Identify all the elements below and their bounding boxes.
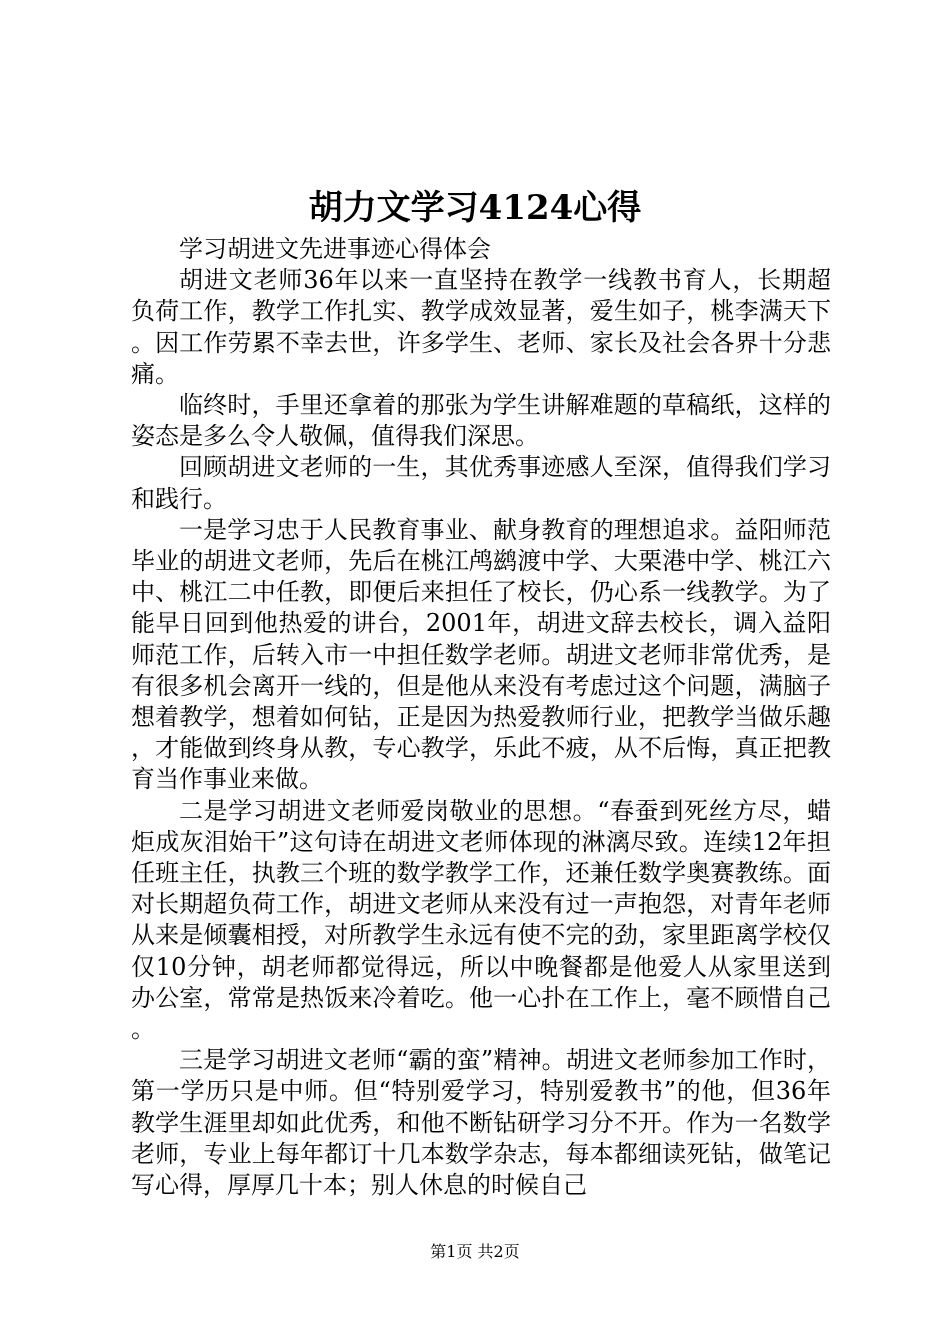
paragraph-3: 回顾胡进文老师的一生，其优秀事迹感人至深，值得我们学习和践行。 [131,453,831,513]
paragraph-subtitle: 学习胡进文先进事迹心得体会 [179,235,491,263]
paragraph-6: 三是学习胡进文老师“霸的蛮”精神。胡进文老师参加工作时，第一学历只是中师。但“特别爱学习，特别爱教书”的他，但36年教学生涯里却如此优秀，和他不断钻研学习分不开。作为一名数学老师，专业上每年都订十几本数学杂志，每本都细读死钻，做笔记写心得，厚厚几十本；别人休息的时候自己 [131,1046,831,1200]
paragraph-2: 临终时，手里还拿着的那张为学生讲解难题的草稿纸，这样的姿态是多么令人敬佩，值得我们深思。 [131,391,831,451]
document-title: 胡力文学习4124心得 [308,188,642,228]
paragraph-5: 二是学习胡进文老师爱岗敬业的思想。“春蚕到死丝方尽，蜡炬成灰泪始干”这句诗在胡进文老师体现的淋漓尽致。连续12年担任班主任，执教三个班的数学教学工作，还兼任数学奥赛教练。面对长期超负荷工作，胡进文老师从来没有过一声抱怨，对青年老师从来是倾囊相授，对所教学生永远有使不完的劲，家里距离学校仅仅10分钟，胡老师都觉得远，所以中晚餐都是他爱人从家里送到办公室，常常是热饭来冷着吃。他一心扑在工作上，毫不顾惜自己。 [131,796,831,1044]
page-footer: 第1页 共2页 [430,1242,520,1261]
document-body [131,234,831,1201]
paragraph-4: 一是学习忠于人民教育事业、献身教育的理想追求。益阳师范毕业的胡进文老师，先后在桃江鸬鹚渡中学、大栗港中学、桃江六中、桃江二中任教，即便后来担任了校长，仍心系一线教学。为了能早日回到他热爱的讲台，2001年，胡进文辞去校长，调入益阳师范工作，后转入市一中担任数学老师。胡进文老师非常优秀，是有很多机会离开一线的，但是他从来没有考虑过这个问题，满脑子想着教学，想着如何钻，正是因为热爱教师行业，把教学当做乐趣，才能做到终身从教，专心教学，乐此不疲，从不后悔，真正把教育当作事业来做。 [131,515,831,794]
paragraph-1: 胡进文老师36年以来一直坚持在教学一线教书育人，长期超负荷工作，教学工作扎实、教学成效显著，爱生如子，桃李满天下。因工作劳累不幸去世，许多学生、老师、家长及社会各界十分悲痛。 [131,266,831,388]
